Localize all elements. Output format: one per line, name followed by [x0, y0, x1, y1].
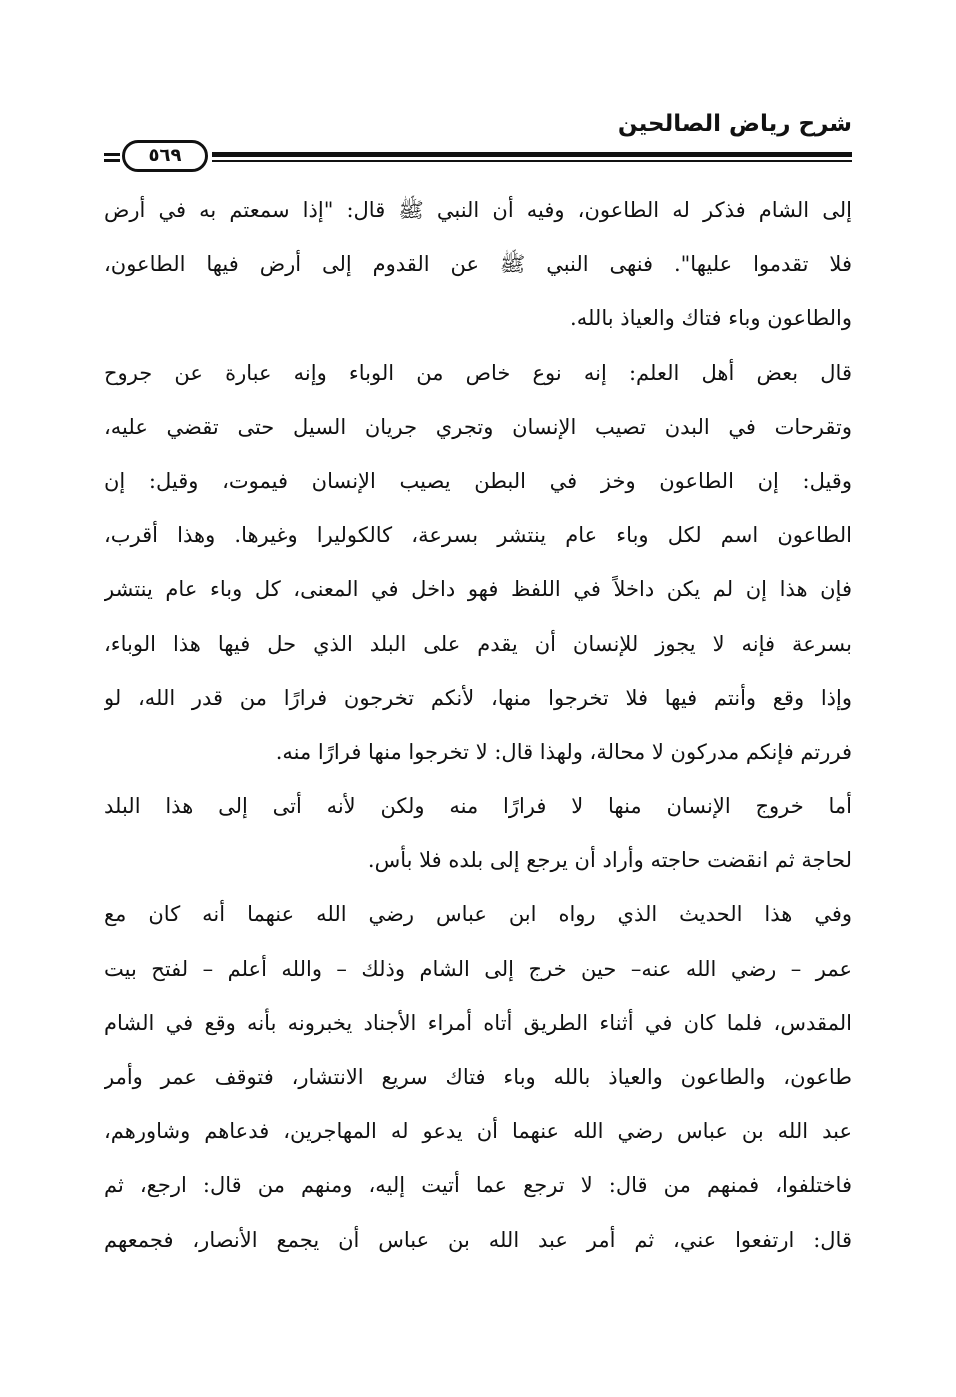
- text-line: قال بعض أهل العلم: إنه نوع خاص من الوباء وإنه عبارة عن جروح: [104, 360, 852, 385]
- text-line: وفي هذا الحديث الذي رواه ابن عباس رضي الله عنهما أنه كان مع: [104, 902, 852, 927]
- text-line: لحاجة ثم انقضت حاجته وأراد أن يرجع إلى بلده فلا بأس.: [367, 848, 852, 873]
- header-rule-thin: [212, 160, 852, 162]
- text-line: عبد الله بن عباس رضي الله عنهما أن يدعو له المهاجرين، فدعاهم وشاورهم،: [104, 1119, 852, 1144]
- page-number: ٥٦٩: [122, 140, 208, 172]
- text-line: بسرعة فإنه لا يجوز للإنسان أن يقدم على البلد الذي حل فيها هذا الوباء،: [104, 631, 852, 656]
- text-line: فلا تقدموا عليها". فنهى النبي ﷺ عن القدوم إلى أرض فيها الطاعون،: [104, 252, 852, 277]
- text-line: المقدس، فلما كان في أثناء الطريق أتاه أمراء الأجناد يخبرونه بأنه وقع في الشام: [104, 1010, 852, 1035]
- header-rule-left-upper: [104, 153, 120, 156]
- paragraph: [104, 887, 852, 1266]
- text-line: فاختلفوا، فمنهم من قال: لا ترجع عما أتيت إليه، ومنهم من قال: ارجع، ثم: [104, 1173, 852, 1198]
- page-header: [104, 104, 852, 174]
- text-line: فإن هذا إن لم يكن داخلاً في اللفظ فهو داخل في المعنى، كل وباء عام ينتشر: [104, 577, 852, 602]
- text-line: إلى الشام فذكر له الطاعون، وفيه أن النبي ﷺ قال: "إذا سمعتم به في أرض: [104, 198, 852, 222]
- text-line: وإذا وقع وأنتم فيها فلا تخرجوا منها، لأنكم تخرجون فرارًا من قدر الله، لو: [104, 685, 852, 710]
- text-line: فررتم فإنكم مدركون لا محالة، ولهذا قال: لا تخرجوا منها فرارًا منه.: [275, 739, 852, 764]
- text-line: والطاعون وباء فتاك والعياذ بالله.: [570, 306, 852, 331]
- paragraph: [104, 779, 852, 887]
- text-line: وقيل: إن الطاعون وخز في البطن يصيب الإنسان فيموت، وقيل: إن: [104, 468, 852, 493]
- text-line: أما خروج الإنسان منها لا فرارًا منه ولكن لأنه أتى إلى هذا البلد: [104, 794, 852, 819]
- header-rule-left-lower: [104, 159, 120, 162]
- header-rule: [104, 145, 852, 166]
- book-title: شرح رياض الصالحين: [617, 111, 852, 137]
- paragraph: [104, 183, 852, 346]
- text-line: طاعون، والطاعون والعياذ بالله وباء فتاك سريع الانتشار، فتوقف عمر وأمر: [104, 1065, 852, 1089]
- header-rule-thick: [212, 152, 852, 157]
- page-body: [104, 183, 852, 1267]
- text-line: وتقرحات في البدن تصيب الإنسان وتجري جريان السيل حتى تقضي عليه،: [104, 414, 852, 439]
- paragraph: [104, 346, 852, 780]
- text-line: عمر – رضي الله عنه– حين خرج إلى الشام وذلك – والله أعلم – لفتح بيت: [104, 956, 852, 981]
- text-line: الطاعون اسم لكل وباء عام ينتشر بسرعة، كالكوليرا وغيرها. وهذا أقرب،: [104, 523, 852, 548]
- text-line: قال: ارتفعوا عني، ثم أمر عبد الله بن عباس أن يجمع الأنصار، فجمعهم: [104, 1227, 852, 1252]
